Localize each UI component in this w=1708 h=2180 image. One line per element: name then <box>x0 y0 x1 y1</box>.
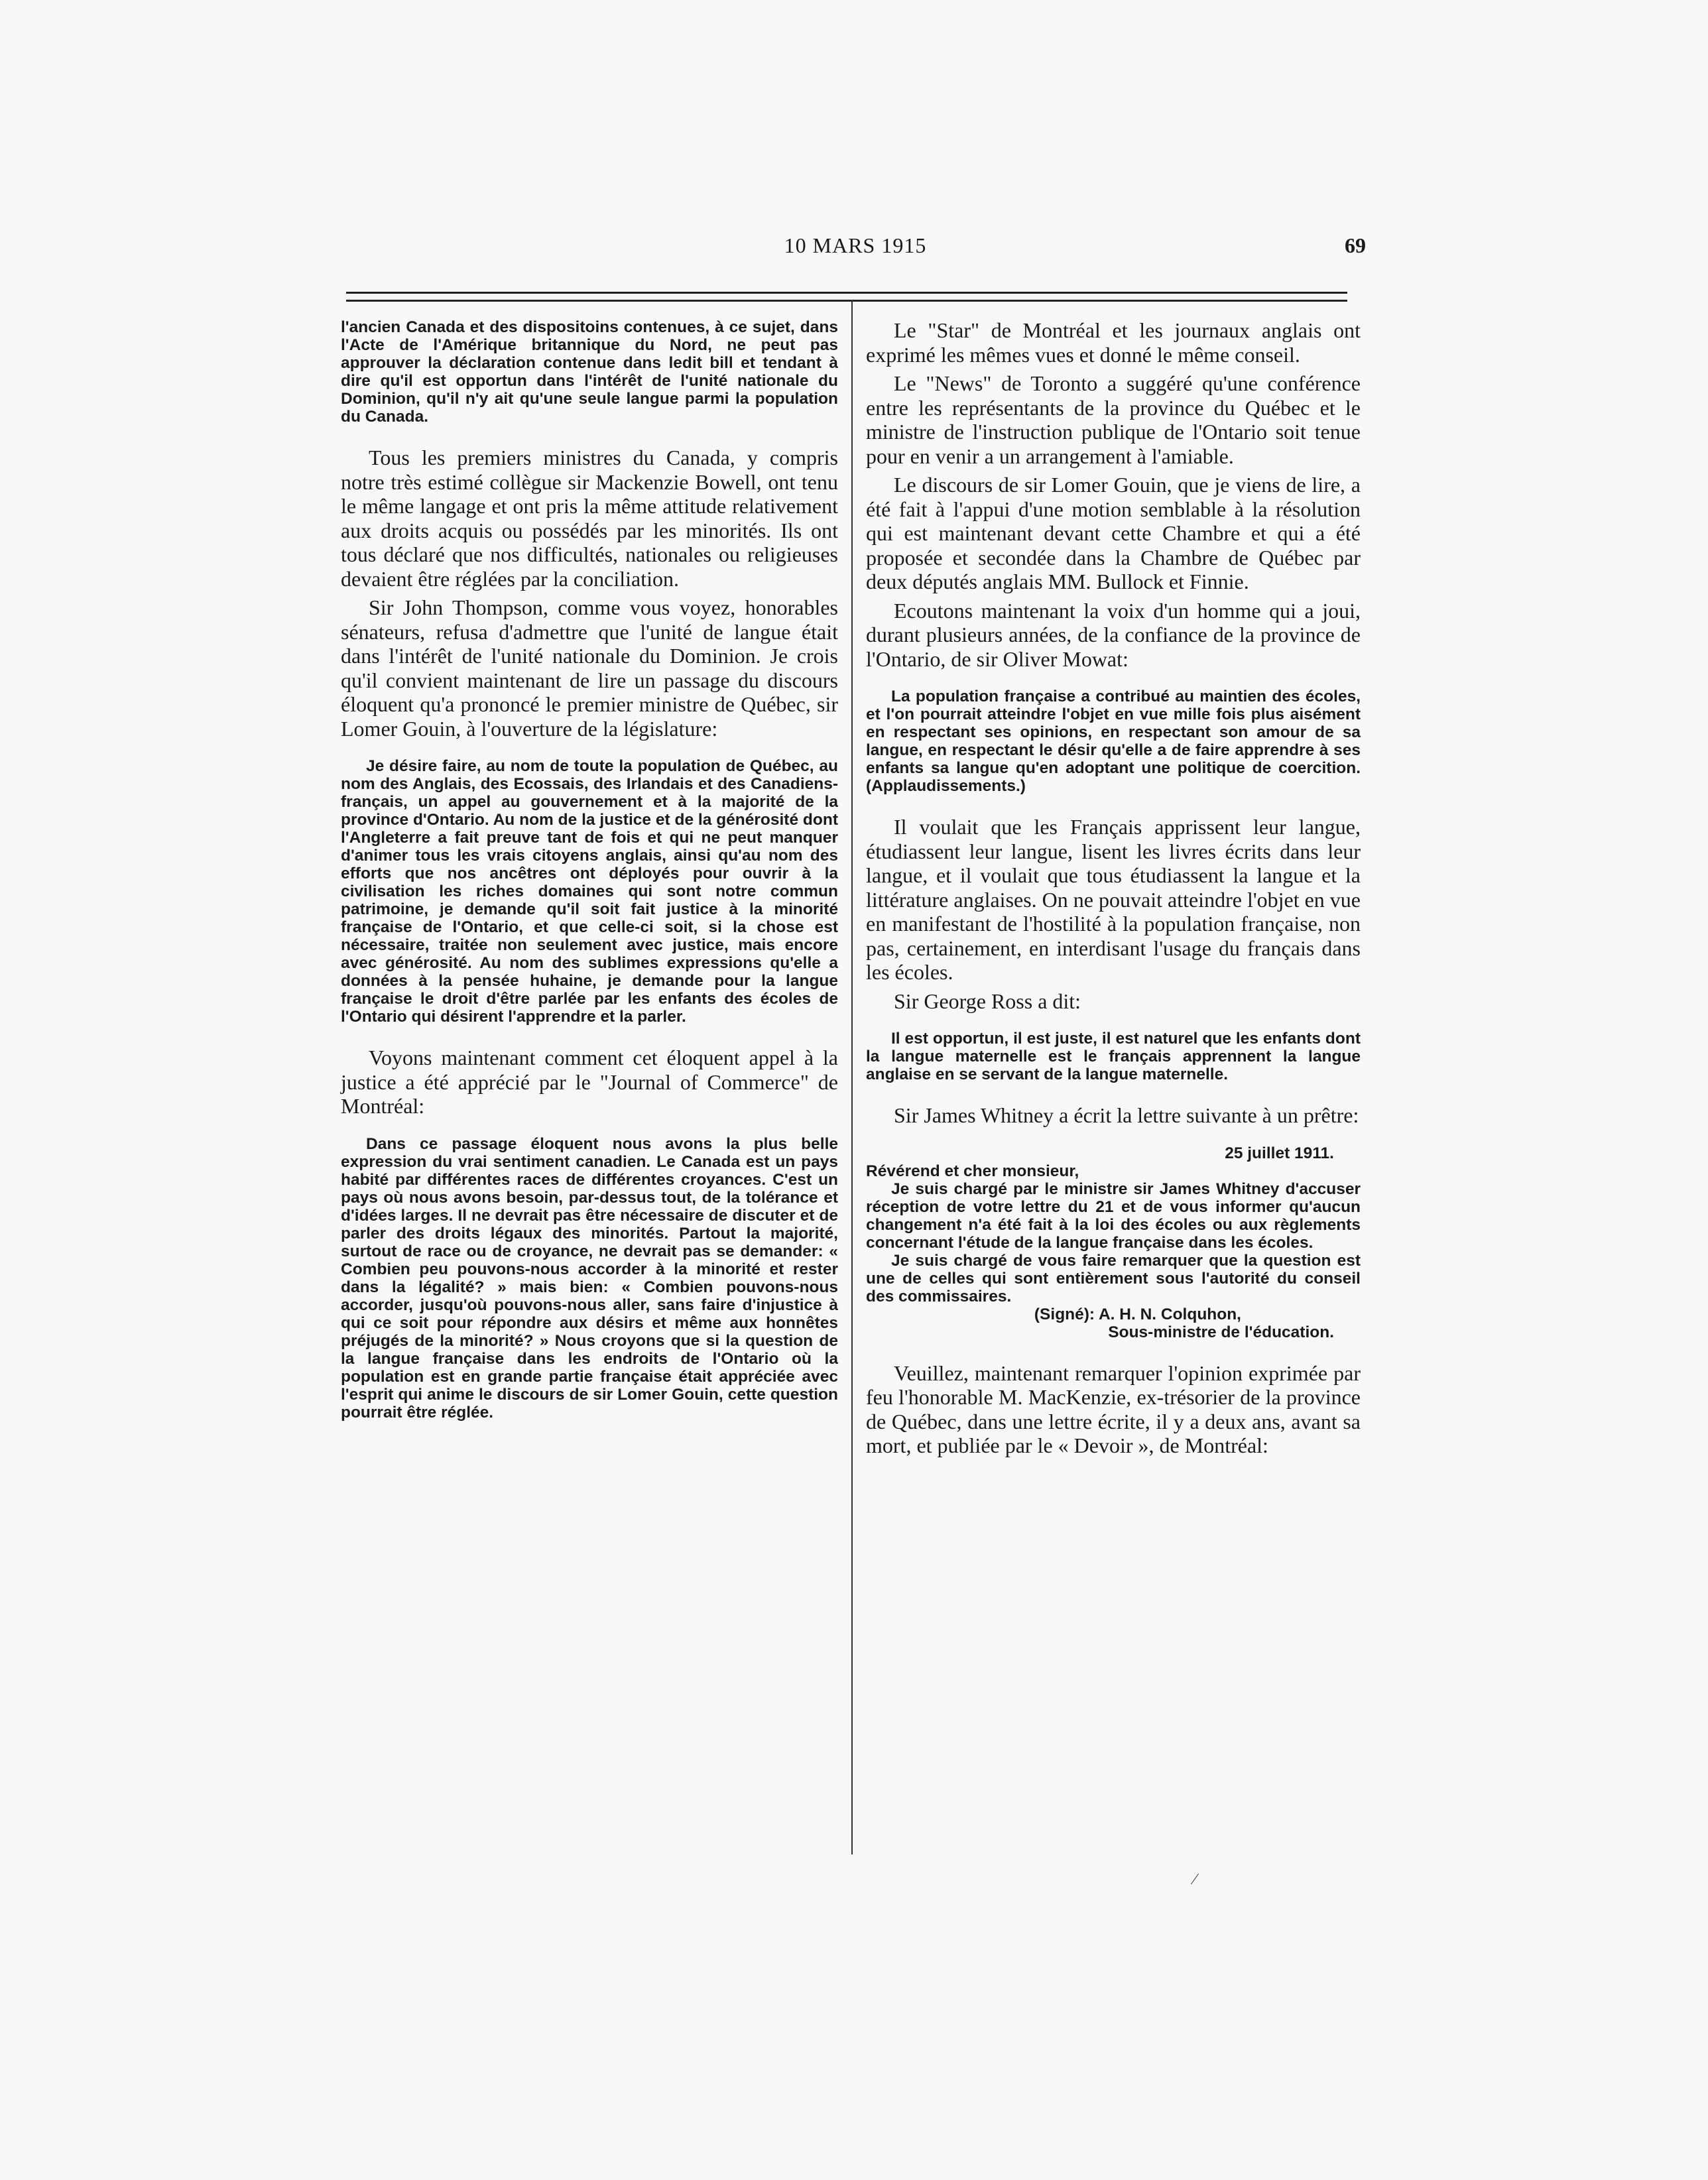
paragraph: Le "News" de Toronto a suggéré qu'une conférence entre les représentants de la province du Québec et le ministre de l'instruction publique de l'Ontario soit tenue pour en venir a un arrangement à l'amiable. <box>866 371 1361 468</box>
header-date: 10 MARS 1915 <box>784 233 927 257</box>
letter-signature-title: Sous-ministre de l'éducation. <box>1108 1323 1334 1341</box>
paragraph: Tous les premiers ministres du Canada, y compris notre très estimé collègue sir Mackenzie Bowell, ont tenu le même langage et ont pris la même attitude relativement aux droits acquis ou possédés par les minorités. Ils ont tous déclaré que nos difficultés, nationales ou religieuses devaient être réglées par la conciliation. <box>341 446 838 591</box>
quote-block-mowat <box>866 688 1361 795</box>
paragraph: Le discours de sir Lomer Gouin, que je viens de lire, a été fait à l'appui d'une motion semblable à la résolution qui est maintenant devant cette Chambre et qui a été proposée et secondée dans la Chambre de Québec par deux députés anglais MM. Bullock et Finnie. <box>866 473 1361 593</box>
paragraph: Sir James Whitney a écrit la lettre suivante à un prêtre: <box>894 1103 1359 1127</box>
quote-paragraph: Je désire faire, au nom de toute la population de Québec, au nom des Anglais, des Ecossais, des Irlandais et des Canadiens-français, un appel au gouvernement et à la majorité de la province d'Ontario. Au nom de la justice et de la générosité dont l'Angleterre a fait preuve tant de fois et qui ne peut manquer d'animer tous les vrais citoyens anglais, ainsi qu'au nom des efforts que nos ancêtres ont déployés pour ouvrir à la civilisation les riches domaines qui sont notre commun patrimoine, je demande qu'il soit fait justice à la minorité française de l'Ontario, et que celle-ci soit, si la chose est nécessaire, traitée non seulement avec justice, mais encore avec générosité. Au nom des sublimes expressions qu'elle a données à la pensée huhaine, je demande pour la langue française le droit d'être parlée par les enfants des écoles de l'Ontario qui désirent l'apprendre et la parler. <box>341 757 838 1026</box>
paragraph: Ecoutons maintenant la voix d'un homme qui a joui, durant plusieurs années, de la confiance de la province de l'Ontario, de sir Oliver Mowat: <box>866 598 1361 671</box>
page-header <box>345 233 1366 267</box>
paragraph: Veuillez, maintenant remarquer l'opinion exprimée par feu l'honorable M. MacKenzie, ex-trésorier de la province de Québec, dans une lettre écrite, il y a deux ans, avant sa mort, et publiée par le « Devoir », de Montréal: <box>866 1361 1361 1457</box>
left-column <box>341 318 838 1422</box>
body-text-block <box>866 1103 1361 1128</box>
column-divider <box>851 300 853 1854</box>
body-text-block <box>341 1046 838 1119</box>
letter-block <box>866 1144 1361 1341</box>
letter-paragraph: Je suis chargé par le ministre sir James Whitney d'accuser réception de votre lettre du 21 et de vous informer qu'aucun changement n'a été fait à la loi des écoles ou aux règlements concernant l'étude de la langue française dans les écoles. <box>866 1180 1361 1252</box>
header-rule-top <box>346 292 1347 294</box>
quote-block-journal <box>341 1135 838 1422</box>
body-text-block <box>866 1361 1361 1458</box>
letter-salutation: Révérend et cher monsieur, <box>866 1162 1079 1180</box>
quote-paragraph: l'ancien Canada et des dispositoins contenues, à ce sujet, dans l'Acte de l'Amérique britannique du Nord, ne peut pas approuver la déclaration contenue dans ledit bill et tendant à dire qu'il est opportun dans l'intérêt de l'unité nationale du Dominion, qu'il n'y ait qu'une seule langue parmi la population du Canada. <box>341 318 838 426</box>
body-text-block <box>341 446 838 741</box>
paragraph: Le "Star" de Montréal et les journaux anglais ont exprimé les mêmes vues et donné le même conseil. <box>866 318 1361 367</box>
quote-paragraph: Dans ce passage éloquent nous avons la plus belle expression du vrai sentiment canadien. Le Canada est un pays habité par différentes races de différentes croyances. C'est un pays où nous avons besoin, par-dessus tout, de la tolérance et d'idées larges. Il ne devrait pas être nécessaire de discuter et de parler des droits légaux des minorités. Partout la majorité, surtout de race ou de croyance, ne devrait pas se demander: « Combien peu pouvons-nous accorder à la minorité et rester dans la légalité? » mais bien: « Combien pouvons-nous accorder, jusqu'où pouvons-nous aller, sans faire d'injustice à qui ce soit pour répondre aux désirs et même aux honnêtes préjugés de la minorité? » Nous croyons que si la question de la langue française dans les endroits de l'Ontario où la population est en grande partie française était appréciée avec l'esprit qui anime le discours de sir Lomer Gouin, cette question pourrait être réglée. <box>341 1134 838 1422</box>
header-rule-bottom <box>346 300 1347 302</box>
paragraph: Il voulait que les Français apprissent leur langue, étudiassent leur langue, lisent les livres écrits dans leur langue, et il voulait que tous étudiassent la langue et la littérature anglaises. On ne pouvait atteindre l'objet en vue en manifestant de l'hostilité à la population française, non pas, certainement, en interdisant l'usage du français dans les écoles. <box>866 815 1361 984</box>
paragraph: Sir George Ross a dit: <box>894 989 1081 1013</box>
quote-block-ross <box>866 1030 1361 1083</box>
quote-paragraph: Il est opportun, il est juste, il est naturel que les enfants dont la langue maternelle est le français apprennent la langue anglaise en se servant de la langue maternelle. <box>866 1030 1361 1083</box>
quote-block-top <box>341 318 838 426</box>
letter-paragraph: Je suis chargé de vous faire remarquer que la question est une de celles qui sont entièrement sous l'autorité du conseil des commissaires. <box>866 1251 1361 1305</box>
paragraph: Voyons maintenant comment cet éloquent appel à la justice a été apprécié par le "Journal of Commerce" de Montréal: <box>341 1046 838 1118</box>
quote-paragraph: La population française a contribué au maintien des écoles, et l'on pourrait atteindre l'objet en vue mille fois plus aisément en respectant ses opinions, en respectant son amour de sa langue, en respectant le désir qu'elle a de faire apprendre à ses enfants sa langue qu'en adoptant une politique de coercition. (Applaudissements.) <box>866 688 1361 795</box>
quote-block-gouin <box>341 757 838 1026</box>
right-column <box>866 318 1361 1463</box>
letter-date: 25 juillet 1911. <box>1225 1144 1334 1162</box>
page-number: 69 <box>1345 233 1366 257</box>
stray-pen-mark: ⁄ <box>1193 1871 1197 1888</box>
letter-signature: (Signé): A. H. N. Colquhon, <box>1034 1305 1241 1323</box>
body-text-block <box>866 815 1361 1013</box>
paragraph: Sir John Thompson, comme vous voyez, honorables sénateurs, refusa d'admettre que l'unité de langue était dans l'intérêt de l'unité nationale du Dominion. Je crois qu'il convient maintenant de lire un passage du discours éloquent qu'a prononcé le premier ministre de Québec, sir Lomer Gouin, à l'ouverture de la législature: <box>341 595 838 741</box>
body-text-block <box>866 318 1361 671</box>
